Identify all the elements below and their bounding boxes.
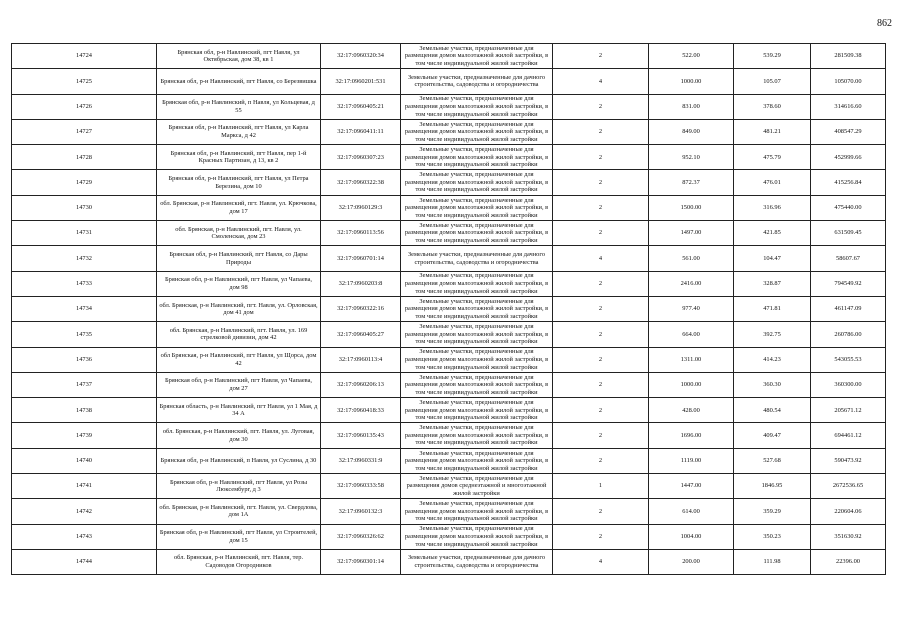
row-id-cell: 14726 [12,94,157,119]
row-id-cell: 14725 [12,69,157,94]
address-cell: Брянская обл, р-н Навлинский, пгт Навля, ул Чапаева, дом 98 [157,271,321,296]
land-use-cell: Земельные участки, предназначенные для размещения домов малоэтажной жилой застройки, в том числе индивидуальной жилой застройки [401,372,553,397]
area-cell: 1119.00 [649,448,734,473]
area-cell: 561.00 [649,246,734,271]
address-cell: обл. Брянская, р-н Навлинский, пгт. Навля, ул. Смоленская, дом 23 [157,221,321,246]
land-use-cell: Земельные участки, предназначенные для размещения домов малоэтажной жилой застройки, в том числе индивидуальной жилой застройки [401,44,553,69]
cadastral-number-cell: 32:17:0960405:21 [321,94,401,119]
use-group-cell: 2 [553,170,649,195]
unit-value-cell: 539.29 [734,44,811,69]
cadastral-number-cell: 32:17:0960322:16 [321,296,401,321]
land-use-cell: Земельные участки, предназначенные для размещения домов малоэтажной жилой застройки, в том числе индивидуальной жилой застройки [401,499,553,524]
row-id-cell: 14734 [12,296,157,321]
unit-value-cell: 409.47 [734,423,811,448]
use-group-cell: 2 [553,119,649,144]
table-row [12,372,886,397]
land-use-cell: Земельные участки, предназначенные для размещения домов малоэтажной жилой застройки, в том числе индивидуальной жилой застройки [401,145,553,170]
cadastral-number-cell: 32:17:0960203:8 [321,271,401,296]
land-use-cell: Земельные участки, предназначенные для размещения домов малоэтажной жилой застройки, в том числе индивидуальной жилой застройки [401,94,553,119]
cadastral-value-cell: 452999.66 [811,145,886,170]
row-id-cell: 14731 [12,221,157,246]
cadastral-number-cell: 32:17:0960701:14 [321,246,401,271]
cadastral-value-cell: 22396.00 [811,549,886,574]
address-cell: обл. Брянская, р-н Навлинский, пгт. Навля, тер. Садоводов Огородников [157,549,321,574]
cadastral-number-cell: 32:17:0960201:531 [321,69,401,94]
cadastral-number-cell: 32:17:0960326:62 [321,524,401,549]
address-cell: Брянская обл, р-н Навлинский, пгт Навля, пер 1-й Красных Партизан, д 13, кв 2 [157,145,321,170]
table-row [12,170,886,195]
land-registry-table [11,43,886,575]
area-cell: 200.00 [649,549,734,574]
cadastral-value-cell: 220604.06 [811,499,886,524]
use-group-cell: 2 [553,221,649,246]
cadastral-number-cell: 32:17:0960333:58 [321,474,401,499]
land-use-cell: Земельные участки, предназначенные для размещения домов малоэтажной жилой застройки, в том числе индивидуальной жилой застройки [401,398,553,423]
area-cell: 952.10 [649,145,734,170]
cadastral-number-cell: 32:17:0960418:33 [321,398,401,423]
table-row [12,499,886,524]
cadastral-value-cell: 260786.00 [811,322,886,347]
table-row [12,398,886,423]
cadastral-value-cell: 590473.92 [811,448,886,473]
address-cell: обл. Брянская, р-н Навлинский, пгт. Навля, ул. Луговая, дом 30 [157,423,321,448]
page-number: 862 [877,18,892,29]
use-group-cell: 1 [553,474,649,499]
row-id-cell: 14729 [12,170,157,195]
unit-value-cell: 471.81 [734,296,811,321]
cadastral-value-cell: 360300.00 [811,372,886,397]
use-group-cell: 4 [553,246,649,271]
land-use-cell: Земельные участки, предназначенные для размещения домов малоэтажной жилой застройки, в том числе индивидуальной жилой застройки [401,423,553,448]
land-use-cell: Земельные участки, предназначенные для дачного строительства, садоводства и огородничества [401,549,553,574]
use-group-cell: 2 [553,322,649,347]
land-use-cell: Земельные участки, предназначенные для размещения домов малоэтажной жилой застройки, в том числе индивидуальной жилой застройки [401,271,553,296]
row-id-cell: 14743 [12,524,157,549]
table-row [12,69,886,94]
use-group-cell: 2 [553,372,649,397]
area-cell: 1000.00 [649,372,734,397]
use-group-cell: 2 [553,398,649,423]
land-use-cell: Земельные участки, предназначенные для размещения домов малоэтажной жилой застройки, в том числе индивидуальной жилой застройки [401,170,553,195]
area-cell: 1497.00 [649,221,734,246]
table-row [12,423,886,448]
row-id-cell: 14728 [12,145,157,170]
row-id-cell: 14727 [12,119,157,144]
area-cell: 1500.00 [649,195,734,220]
address-cell: Брянская обл, р-н Навлинский, пгт Навля, со Березвишка [157,69,321,94]
address-cell: обл. Брянская, р-н Навлинский, пгт. Навля, ул. Орловская, дом 41 дом [157,296,321,321]
area-cell: 1000.00 [649,69,734,94]
area-cell: 872.37 [649,170,734,195]
row-id-cell: 14724 [12,44,157,69]
land-use-cell: Земельные участки, предназначенные для размещения домов малоэтажной жилой застройки, в том числе индивидуальной жилой застройки [401,296,553,321]
cadastral-number-cell: 32:17:0960331:9 [321,448,401,473]
land-use-cell: Земельные участки, предназначенные для размещения домов малоэтажной жилой застройки, в том числе индивидуальной жилой застройки [401,119,553,144]
cadastral-number-cell: 32:17:0960206:13 [321,372,401,397]
row-id-cell: 14740 [12,448,157,473]
area-cell: 522.00 [649,44,734,69]
area-cell: 428.00 [649,398,734,423]
use-group-cell: 2 [553,271,649,296]
use-group-cell: 2 [553,448,649,473]
cadastral-number-cell: 32:17:0960411:11 [321,119,401,144]
area-cell: 614.00 [649,499,734,524]
table-row [12,524,886,549]
cadastral-number-cell: 32:17:0960405:27 [321,322,401,347]
area-cell: 831.00 [649,94,734,119]
cadastral-number-cell: 32:17:0960113:4 [321,347,401,372]
row-id-cell: 14741 [12,474,157,499]
use-group-cell: 2 [553,423,649,448]
row-id-cell: 14742 [12,499,157,524]
unit-value-cell: 360.30 [734,372,811,397]
area-cell: 1004.00 [649,524,734,549]
table-row [12,145,886,170]
cadastral-value-cell: 794549.92 [811,271,886,296]
table-row [12,474,886,499]
address-cell: Брянская обл, р-н Навлинский, пгт Навля, со Дары Природы [157,246,321,271]
cadastral-value-cell: 408547.29 [811,119,886,144]
table-row [12,246,886,271]
row-id-cell: 14737 [12,372,157,397]
cadastral-value-cell: 461147.09 [811,296,886,321]
address-cell: Брянская обл, р-н Навлинский, пгт Навля, ул Строителей, дом 15 [157,524,321,549]
table-row [12,296,886,321]
unit-value-cell: 476.01 [734,170,811,195]
cadastral-value-cell: 314616.60 [811,94,886,119]
address-cell: обл Брянская, р-н Навлинский, пгт Навля, ул Щорса, дом 42 [157,347,321,372]
address-cell: обл. Брянская, р-н Навлинский, пгт. Навля, ул. 169 стрелковой дивизии, дом 42 [157,322,321,347]
table-row [12,94,886,119]
unit-value-cell: 328.87 [734,271,811,296]
cadastral-value-cell: 351630.92 [811,524,886,549]
table-row [12,44,886,69]
address-cell: Брянская область, р-н Навлинский, пгт Навля, ул 1 Мая, д 34 А [157,398,321,423]
table-row [12,549,886,574]
use-group-cell: 2 [553,145,649,170]
unit-value-cell: 392.75 [734,322,811,347]
cadastral-number-cell: 32:17:0960320:34 [321,44,401,69]
area-cell: 2416.00 [649,271,734,296]
cadastral-value-cell: 543055.53 [811,347,886,372]
table-row [12,221,886,246]
cadastral-number-cell: 32:17:0960132:3 [321,499,401,524]
use-group-cell: 2 [553,195,649,220]
cadastral-value-cell: 105070.00 [811,69,886,94]
use-group-cell: 2 [553,296,649,321]
land-use-cell: Земельные участки, предназначенные для дачного строительства, садоводства и огородничества [401,246,553,271]
unit-value-cell: 105.07 [734,69,811,94]
unit-value-cell: 527.68 [734,448,811,473]
address-cell: Брянская обл, р-н Навлинский, п Навля, ул Кольцевая, д 55 [157,94,321,119]
land-use-cell: Земельные участки, предназначенные для размещения домов малоэтажной жилой застройки, в том числе индивидуальной жилой застройки [401,195,553,220]
cadastral-number-cell: 32:17:0960113:56 [321,221,401,246]
use-group-cell: 4 [553,549,649,574]
table-row [12,195,886,220]
row-id-cell: 14730 [12,195,157,220]
cadastral-number-cell: 32:17:0960129:3 [321,195,401,220]
use-group-cell: 2 [553,347,649,372]
address-cell: Брянская обл, р-н Навлинский, пгт Навля, ул Розы Люксембург, д 3 [157,474,321,499]
unit-value-cell: 104.47 [734,246,811,271]
use-group-cell: 2 [553,94,649,119]
unit-value-cell: 1846.95 [734,474,811,499]
cadastral-value-cell: 2672536.65 [811,474,886,499]
table-row [12,271,886,296]
address-cell: обл. Брянская, р-н Навлинский, пгт. Навля, ул. Свердлова, дом 1А [157,499,321,524]
area-cell: 1447.00 [649,474,734,499]
area-cell: 849.00 [649,119,734,144]
cadastral-value-cell: 205671.12 [811,398,886,423]
row-id-cell: 14733 [12,271,157,296]
area-cell: 1311.00 [649,347,734,372]
unit-value-cell: 350.23 [734,524,811,549]
use-group-cell: 2 [553,524,649,549]
table-row [12,347,886,372]
address-cell: обл. Брянская, р-н Навлинский, пгт. Навля, ул. Крючкова, дом 17 [157,195,321,220]
unit-value-cell: 480.54 [734,398,811,423]
table-row [12,119,886,144]
unit-value-cell: 481.21 [734,119,811,144]
land-use-cell: Земельные участки, предназначенные для размещения домов малоэтажной жилой застройки, в том числе индивидуальной жилой застройки [401,448,553,473]
use-group-cell: 4 [553,69,649,94]
address-cell: Брянская обл, р-н Навлинский, п Навля, ул Суслина, д 30 [157,448,321,473]
cadastral-number-cell: 32:17:0960307:23 [321,145,401,170]
unit-value-cell: 359.29 [734,499,811,524]
table-row [12,322,886,347]
area-cell: 1696.00 [649,423,734,448]
land-use-cell: Земельные участки, предназначенные для размещения домов среднеэтажной и многоэтажной жилой застройки [401,474,553,499]
cadastral-value-cell: 281509.38 [811,44,886,69]
cadastral-number-cell: 32:17:0960135:43 [321,423,401,448]
unit-value-cell: 378.60 [734,94,811,119]
area-cell: 664.00 [649,322,734,347]
row-id-cell: 14739 [12,423,157,448]
cadastral-number-cell: 32:17:0960322:38 [321,170,401,195]
use-group-cell: 2 [553,499,649,524]
address-cell: Брянская обл, р-н Навлинский, пгт Навля, ул Петра Березина, дом 10 [157,170,321,195]
cadastral-value-cell: 415256.84 [811,170,886,195]
row-id-cell: 14736 [12,347,157,372]
row-id-cell: 14744 [12,549,157,574]
unit-value-cell: 421.85 [734,221,811,246]
land-use-cell: Земельные участки, предназначенные для размещения домов малоэтажной жилой застройки, в том числе индивидуальной жилой застройки [401,322,553,347]
land-use-cell: Земельные участки, предназначенные для размещения домов малоэтажной жилой застройки, в том числе индивидуальной жилой застройки [401,221,553,246]
address-cell: Брянская обл, р-н Навлинский, пгт Навля, ул Чапаева, дом 27 [157,372,321,397]
cadastral-value-cell: 475440.00 [811,195,886,220]
cadastral-value-cell: 58607.67 [811,246,886,271]
unit-value-cell: 111.98 [734,549,811,574]
address-cell: Брянская обл, р-н Навлинский, пгт Навля, ул Октябрьская, дом 38, кв 1 [157,44,321,69]
row-id-cell: 14738 [12,398,157,423]
unit-value-cell: 414.23 [734,347,811,372]
cadastral-value-cell: 631509.45 [811,221,886,246]
address-cell: Брянская обл, р-н Навлинский, пгт Навля, ул Карла Маркса, д 42 [157,119,321,144]
use-group-cell: 2 [553,44,649,69]
unit-value-cell: 475.79 [734,145,811,170]
area-cell: 977.40 [649,296,734,321]
land-use-cell: Земельные участки, предназначенные для размещения домов малоэтажной жилой застройки, в том числе индивидуальной жилой застройки [401,347,553,372]
cadastral-value-cell: 694461.12 [811,423,886,448]
unit-value-cell: 316.96 [734,195,811,220]
row-id-cell: 14735 [12,322,157,347]
land-use-cell: Земельные участки, предназначенные для размещения домов малоэтажной жилой застройки, в том числе индивидуальной жилой застройки [401,524,553,549]
row-id-cell: 14732 [12,246,157,271]
table-body [12,44,886,575]
cadastral-number-cell: 32:17:0960301:14 [321,549,401,574]
land-use-cell: Земельные участки, предназначенные для дачного строительства, садоводства и огородничества [401,69,553,94]
table-row [12,448,886,473]
